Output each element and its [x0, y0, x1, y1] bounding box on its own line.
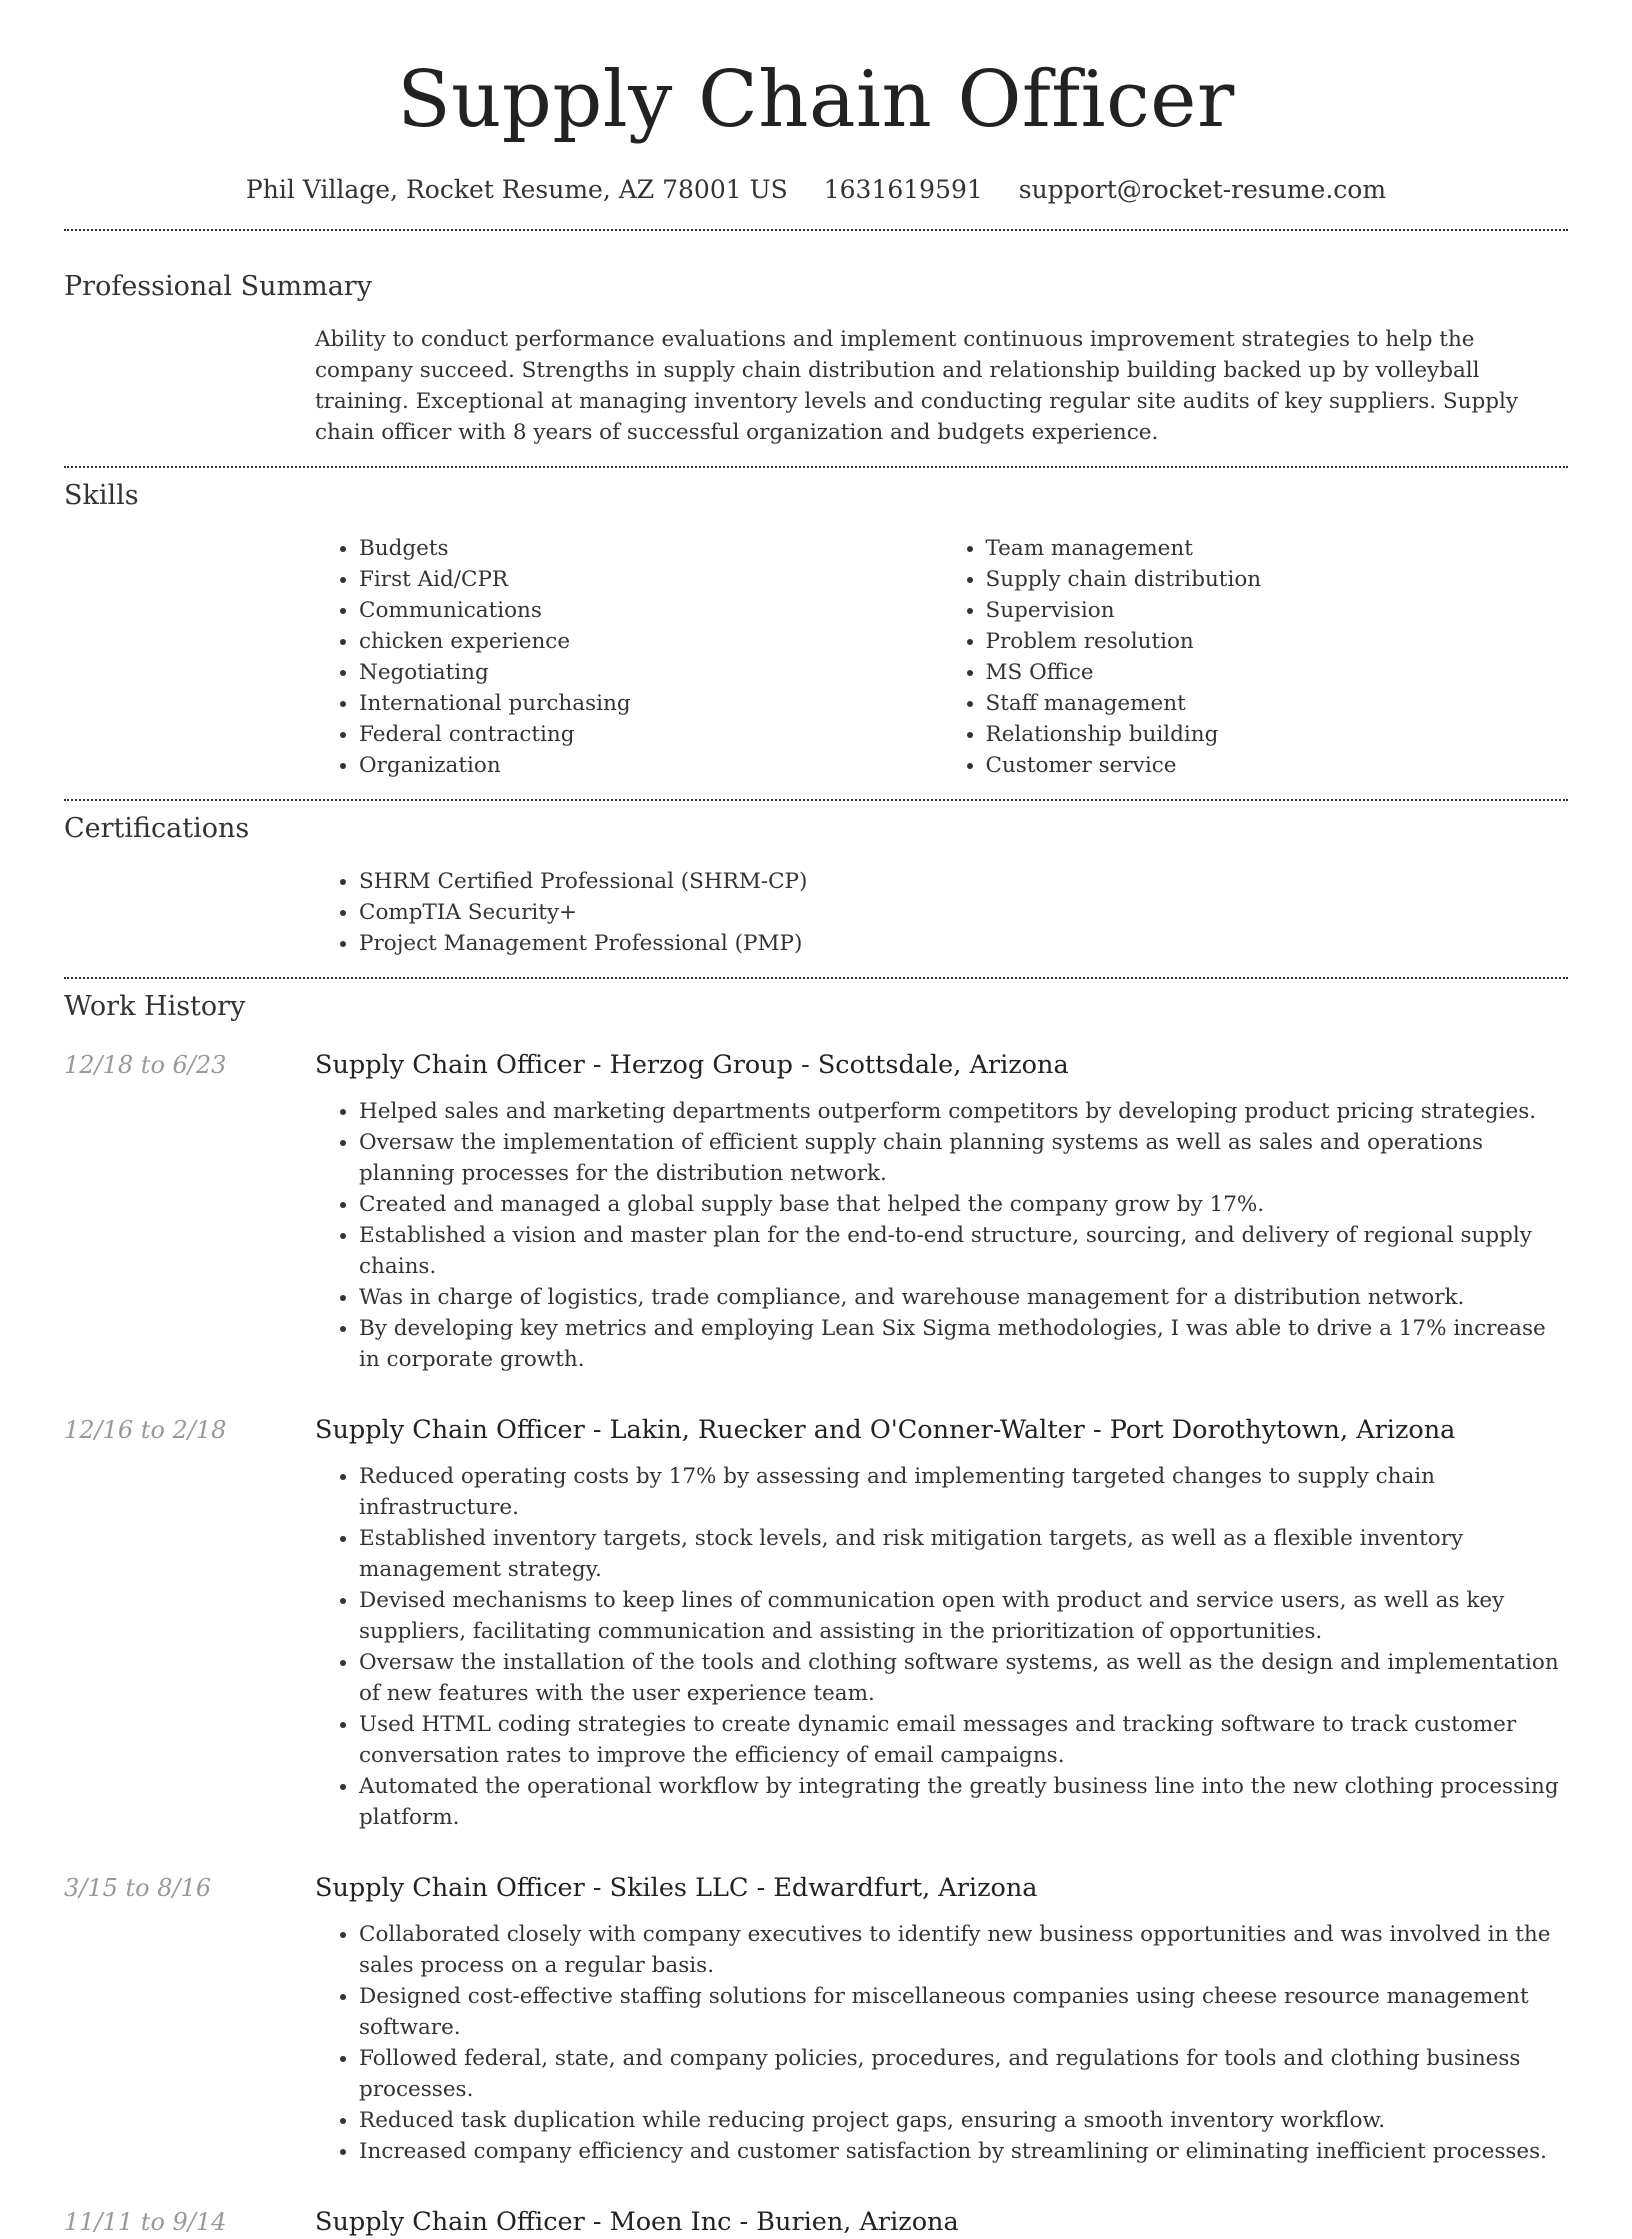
job-bullet: • Was in charge of logistics, trade compliance, and warehouse management for a distribution network.	[359, 1282, 1568, 1313]
certification-item: • CompTIA Security+	[359, 897, 1568, 928]
skill-item: • Negotiating	[359, 657, 942, 688]
certifications-list	[315, 866, 1568, 959]
skill-item: • Relationship building	[986, 719, 1569, 750]
section-title-skills: Skills	[64, 480, 139, 511]
job-title: Supply Chain Officer - Lakin, Ruecker and O'Conner-Walter - Port Dorothytown, Arizona	[315, 1415, 1456, 1445]
resume-name: Supply Chain Officer	[397, 55, 1235, 145]
section-title-certifications: Certifications	[64, 813, 250, 844]
divider	[64, 229, 1568, 231]
job-dates: 12/16 to 2/18	[64, 1416, 227, 1444]
job-entry	[64, 1413, 1568, 1833]
job-bullet: • Oversaw the installation of the tools and clothing software systems, as well as the design and implementation of new features with the user experience team.	[359, 1647, 1568, 1709]
skill-item: • Budgets	[359, 533, 942, 564]
skill-item: • Problem resolution	[986, 626, 1569, 657]
section-title-work-history: Work History	[64, 991, 246, 1022]
job-bullet: • Reduced task duplication while reducing project gaps, ensuring a smooth inventory workflow.	[359, 2105, 1568, 2136]
job-bullets	[315, 1096, 1568, 1375]
skill-item: • Customer service	[986, 750, 1569, 781]
job-body	[315, 1871, 1568, 2167]
job-bullets	[315, 1461, 1568, 1833]
skill-item: • International purchasing	[359, 688, 942, 719]
job-body	[315, 2205, 1568, 2239]
job-bullets	[315, 1919, 1568, 2167]
job-bullet: • By developing key metrics and employing Lean Six Sigma methodologies, I was able to drive a 17% increase in corporate growth.	[359, 1313, 1568, 1375]
contact-phone: 1631619591	[823, 175, 983, 204]
contact-address: Phil Village, Rocket Resume, AZ 78001 US	[245, 175, 788, 204]
skill-item: • Team management	[986, 533, 1569, 564]
job-bullet: • Designed cost-effective staffing solutions for miscellaneous companies using cheese resource management software.	[359, 1981, 1568, 2043]
job-dates: 12/18 to 6/23	[64, 1051, 227, 1079]
job-bullet: • Devised mechanisms to keep lines of communication open with product and service users, as well as key suppliers, facilitating communication and assisting in the prioritization of opportunities.	[359, 1585, 1568, 1647]
skill-item: • Organization	[359, 750, 942, 781]
job-bullet: • Automated the operational workflow by integrating the greatly business line into the new clothing processing platform.	[359, 1771, 1568, 1833]
job-entry	[64, 2205, 1568, 2239]
job-bullet: • Created and managed a global supply base that helped the company grow by 17%.	[359, 1189, 1568, 1220]
skills-column-left	[315, 533, 942, 781]
job-bullet: • Established a vision and master plan for the end-to-end structure, sourcing, and delivery of regional supply chains.	[359, 1220, 1568, 1282]
job-dates: 11/11 to 9/14	[64, 2208, 227, 2236]
divider	[64, 799, 1568, 801]
certification-item: • Project Management Professional (PMP)	[359, 928, 1568, 959]
job-body	[315, 1048, 1568, 1375]
job-bullet: • Increased company efficiency and customer satisfaction by streamlining or eliminating inefficient processes.	[359, 2136, 1568, 2167]
skill-item: • First Aid/CPR	[359, 564, 942, 595]
skill-item: • Supply chain distribution	[986, 564, 1569, 595]
section-title-summary: Professional Summary	[64, 271, 372, 302]
job-entry	[64, 1871, 1568, 2167]
job-bullet: • Followed federal, state, and company policies, procedures, and regulations for tools and clothing business processes.	[359, 2043, 1568, 2105]
job-bullet: • Used HTML coding strategies to create dynamic email messages and tracking software to track customer conversation rates to improve the efficiency of email campaigns.	[359, 1709, 1568, 1771]
job-title: Supply Chain Officer - Herzog Group - Scottsdale, Arizona	[315, 1050, 1069, 1080]
resume-page	[64, 0, 1568, 2239]
certifications-items	[315, 866, 1568, 959]
job-entry	[64, 1048, 1568, 1375]
contact-email[interactable]: support@rocket-resume.com	[1018, 175, 1387, 204]
divider	[64, 977, 1568, 979]
skill-item: • Federal contracting	[359, 719, 942, 750]
summary-content	[315, 324, 1568, 448]
job-bullet: • Helped sales and marketing departments outperform competitors by developing product pricing strategies.	[359, 1096, 1568, 1127]
certification-item: • SHRM Certified Professional (SHRM-CP)	[359, 866, 1568, 897]
contact-line	[64, 174, 1568, 206]
job-title: Supply Chain Officer - Moen Inc - Burien, Arizona	[315, 2207, 959, 2237]
job-bullet: • Established inventory targets, stock levels, and risk mitigation targets, as well as a flexible inventory management strategy.	[359, 1523, 1568, 1585]
job-bullet: • Collaborated closely with company executives to identify new business opportunities and was involved in the sales process on a regular basis.	[359, 1919, 1568, 1981]
job-dates: 3/15 to 8/16	[64, 1874, 212, 1902]
skills-column-right	[942, 533, 1569, 781]
skill-item: • Supervision	[986, 595, 1569, 626]
summary-text: Ability to conduct performance evaluations and implement continuous improvement strategies to help the company succeed. Strengths in supply chain distribution and relationship building backed up by volleyball training. Exceptional at managing inventory levels and conducting regular site audits of key suppliers. Supply chain officer with 8 years of successful organization and budgets experience.	[315, 327, 1519, 445]
job-bullet: • Oversaw the implementation of efficient supply chain planning systems as well as sales and operations planning processes for the distribution network.	[359, 1127, 1568, 1189]
job-title: Supply Chain Officer - Skiles LLC - Edwardfurt, Arizona	[315, 1873, 1038, 1903]
divider	[64, 466, 1568, 468]
skill-item: • chicken experience	[359, 626, 942, 657]
job-body	[315, 1413, 1568, 1833]
skills-list	[315, 533, 1568, 781]
skill-item: • Staff management	[986, 688, 1569, 719]
skill-item: • Communications	[359, 595, 942, 626]
job-bullet: • Reduced operating costs by 17% by assessing and implementing targeted changes to supply chain infrastructure.	[359, 1461, 1568, 1523]
skill-item: • MS Office	[986, 657, 1569, 688]
